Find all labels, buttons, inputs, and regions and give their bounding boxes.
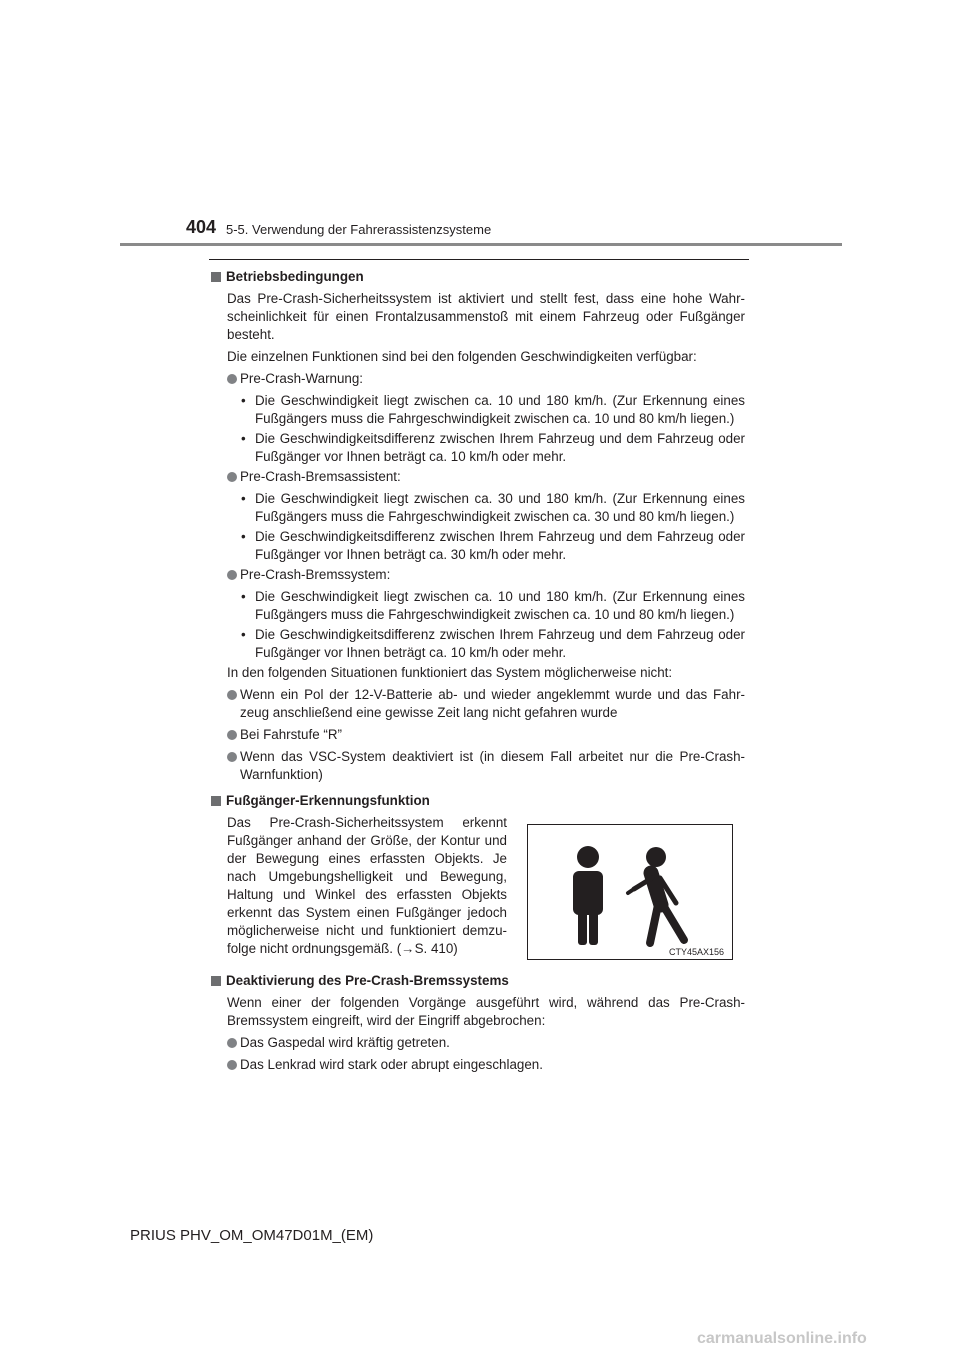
pedestrian-figure	[527, 824, 733, 960]
list-item	[227, 726, 745, 744]
sub-item-text: Die Geschwindigkeit liegt zwischen ca. 10 und 180 km/h. (Zur Erkennung eines Fußgängers muss die Fahrgeschwindigkeit zwischen ca. 10 und 80 km/h liegen.)	[255, 393, 745, 426]
walking-pedestrian-icon	[628, 847, 684, 943]
pedestrian-block	[211, 814, 745, 972]
square-bullet-icon	[211, 796, 221, 806]
sub-item	[241, 588, 745, 624]
round-bullet-icon	[227, 730, 237, 740]
list-item	[227, 748, 745, 784]
figure-code: CTY45AX156	[668, 947, 724, 957]
header-divider	[120, 243, 842, 246]
heading-deactivation	[211, 972, 745, 990]
pedestrian-text: Das Pre-Crash-Sicherheitssystem erkennt Fußgänger anhand der Größe, der Kontur und der Bewegung eines erfassten Objekts. Je nach Umgebungshelligkeit und Bewegung, Haltung und Winkel des erfassten Objekts erkennt das System einen Fußgänger jedoch möglicherweise nicht und funktioniert demzu-folge nicht ordnungsgemäß. (→S. 410)	[227, 815, 507, 956]
standing-pedestrian-icon	[573, 846, 603, 945]
page-content	[211, 268, 745, 1078]
list-item	[227, 1034, 745, 1052]
square-bullet-icon	[211, 976, 221, 986]
round-bullet-icon	[227, 570, 237, 580]
deactivation-intro: Wenn einer der folgenden Vorgänge ausgeführt wird, während das Pre-Crash-Bremssystem eingreift, wird der Eingriff abgebrochen:	[227, 995, 745, 1028]
round-bullet-icon	[227, 1060, 237, 1070]
list-item-text: Das Gaspedal wird kräftig getreten.	[240, 1035, 450, 1050]
sub-bullet-marker: •	[241, 529, 246, 544]
round-bullet-icon	[227, 374, 237, 384]
list-item-brake-system	[227, 566, 745, 584]
heading-text: Deaktivierung des Pre-Crash-Bremssystems	[226, 973, 509, 988]
list-item	[227, 686, 745, 722]
list-item-brake-assist	[227, 468, 745, 486]
round-bullet-icon	[227, 472, 237, 482]
content-divider	[209, 259, 749, 260]
sub-item	[241, 430, 745, 466]
heading-operating-conditions	[211, 268, 745, 286]
sub-item-text: Die Geschwindigkeit liegt zwischen ca. 10 und 180 km/h. (Zur Erkennung eines Fußgängers muss die Fahrgeschwindigkeit zwischen ca. 10 und 80 km/h liegen.)	[255, 589, 745, 622]
list-item	[227, 1056, 745, 1074]
page-number: 404	[186, 217, 217, 237]
sub-bullet-marker: •	[241, 431, 246, 446]
heading-pedestrian-detection	[211, 792, 745, 810]
sub-item	[241, 626, 745, 662]
section-title: 5-5. Verwendung der Fahrerassistenzsysteme	[226, 222, 492, 237]
sub-item-text: Die Geschwindigkeitsdifferenz zwischen Ihrem Fahrzeug und dem Fahrzeug oder Fußgänger vor Ihnen beträgt ca. 10 km/h oder mehr.	[255, 627, 745, 660]
functions-intro: Die einzelnen Funktionen sind bei den folgenden Geschwindigkeiten verfügbar:	[227, 349, 697, 364]
list-item-warning	[227, 370, 745, 388]
sub-bullet-marker: •	[241, 491, 246, 506]
list-item-text: Bei Fahrstufe “R”	[240, 727, 342, 742]
sub-bullet-marker: •	[241, 627, 246, 642]
pedestrian-illustration	[528, 825, 732, 959]
not-working-intro: In den folgenden Situationen funktioniert das System möglicherweise nicht:	[227, 665, 673, 680]
list-item-text: Das Lenkrad wird stark oder abrupt eingeschlagen.	[240, 1057, 543, 1072]
sub-item	[241, 490, 745, 526]
list-item-text: Wenn ein Pol der 12-V-Batterie ab- und wieder angeklemmt wurde und das Fahr-zeug anschließend eine gewisse Zeit lang nicht gefahren wurde	[240, 687, 745, 720]
sub-bullet-marker: •	[241, 393, 246, 408]
sub-item	[241, 392, 745, 428]
heading-text: Fußgänger-Erkennungsfunktion	[226, 793, 430, 808]
sub-bullet-marker: •	[241, 589, 246, 604]
sub-item	[241, 528, 745, 564]
round-bullet-icon	[227, 752, 237, 762]
sub-item-text: Die Geschwindigkeitsdifferenz zwischen Ihrem Fahrzeug und dem Fahrzeug oder Fußgänger vor Ihnen beträgt ca. 30 km/h oder mehr.	[255, 529, 745, 562]
watermark: carmanualsonline.info	[697, 1330, 867, 1347]
bullet-label: Pre-Crash-Bremsassistent:	[240, 469, 401, 484]
heading-text: Betriebsbedingungen	[226, 269, 364, 284]
bullet-label: Pre-Crash-Bremssystem:	[240, 567, 391, 582]
footer-doc-id: PRIUS PHV_OM_OM47D01M_(EM)	[130, 1227, 374, 1244]
sub-item-text: Die Geschwindigkeit liegt zwischen ca. 30 und 180 km/h. (Zur Erkennung eines Fußgängers muss die Fahrgeschwindigkeit zwischen ca. 30 und 80 km/h liegen.)	[255, 491, 745, 524]
square-bullet-icon	[211, 272, 221, 282]
round-bullet-icon	[227, 1038, 237, 1048]
bullet-label: Pre-Crash-Warnung:	[240, 371, 364, 386]
round-bullet-icon	[227, 690, 237, 700]
sub-item-text: Die Geschwindigkeitsdifferenz zwischen Ihrem Fahrzeug und dem Fahrzeug oder Fußgänger vor Ihnen beträgt ca. 10 km/h oder mehr.	[255, 431, 745, 464]
list-item-text: Wenn das VSC-System deaktiviert ist (in diesem Fall arbeitet nur die Pre-Crash-Warnfunktion)	[240, 749, 745, 782]
operating-intro: Das Pre-Crash-Sicherheitssystem ist aktiviert und stellt fest, dass eine hohe Wahr-scheinlichkeit für einen Frontalzusammenstoß mit einem Fahrzeug oder Fußgänger besteht.	[227, 291, 745, 342]
